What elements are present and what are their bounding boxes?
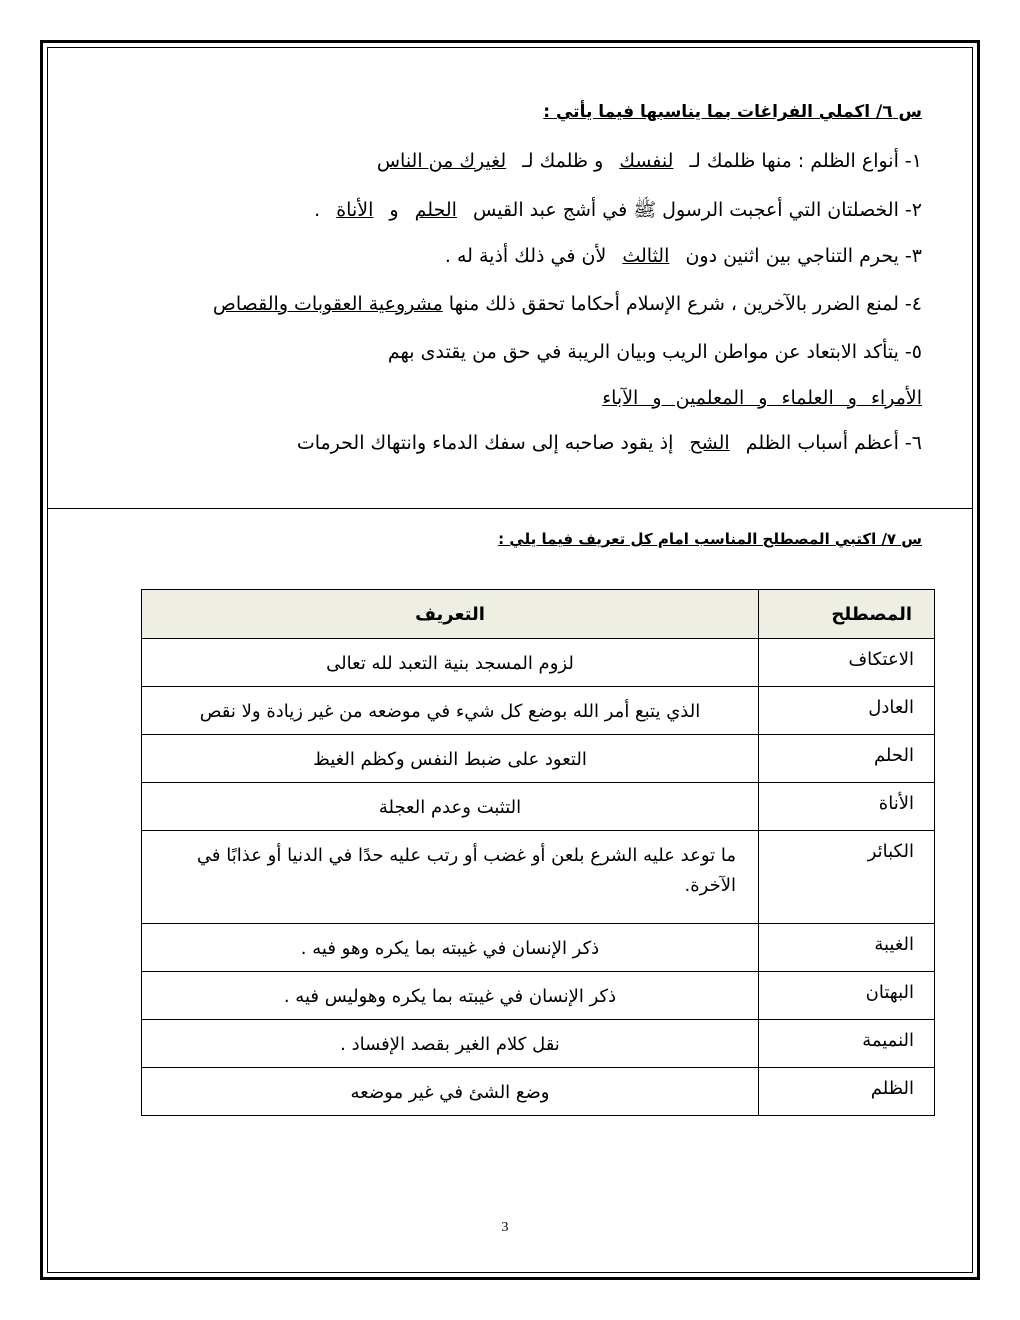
table-row	[142, 831, 935, 924]
q6-line-1-blank-1: لنفسك	[619, 150, 674, 172]
q6-line-1-mid: و ظلمك لـ	[522, 150, 604, 172]
terms-table	[141, 589, 935, 1116]
term-cell: الأناة	[759, 783, 935, 831]
q6-line-5-answer: الأمراء و العلماء و المعلمين و الآباء	[602, 387, 922, 409]
terms-table-header	[142, 590, 935, 639]
table-row	[142, 972, 935, 1020]
q6-line-3-text: ٣- يحرم التناجي بين اثنين دون	[685, 245, 922, 267]
definition-cell: ذكر الإنسان في غيبته بما يكره وهو فيه .	[142, 924, 759, 972]
table-row	[142, 1020, 935, 1068]
q6-line-5-text: ٥- يتأكد الابتعاد عن مواطن الريب وبيان الريبة في حق من يقتدى بهم	[387, 341, 922, 363]
term-cell: الاعتكاف	[759, 639, 935, 687]
q6-line-4-text: ٤- لمنع الضرر بالآخرين ، شرع الإسلام أحكاما تحقق ذلك منها	[448, 293, 922, 315]
q6-line-3	[445, 245, 922, 267]
table-row	[142, 639, 935, 687]
table-row	[142, 783, 935, 831]
q6-line-2-blank-2: الأناة	[336, 199, 374, 221]
q6-line-6-blank-1: الشح	[689, 432, 730, 454]
q6-line-4	[213, 293, 922, 315]
q6-line-2-end: .	[314, 199, 321, 221]
header-term: المصطلح	[759, 590, 935, 639]
page-number: 3	[501, 1220, 509, 1235]
term-cell: النميمة	[759, 1020, 935, 1068]
definition-cell: التعود على ضبط النفس وكظم الغيظ	[142, 735, 759, 783]
q6-line-2-mid: و	[389, 199, 399, 221]
definition-cell: التثبت وعدم العجلة	[142, 783, 759, 831]
q6-title: س ٦/ اكملي الفراغات بما يناسبها فيما يأتي :	[543, 102, 922, 122]
term-cell: الحلم	[759, 735, 935, 783]
definition-cell: لزوم المسجد بنية التعبد لله تعالى	[142, 639, 759, 687]
q6-line-1	[367, 150, 922, 172]
q6-line-5	[388, 341, 922, 363]
term-cell: الكبائر	[759, 831, 935, 924]
term-cell: الغيبة	[759, 924, 935, 972]
q6-line-2	[314, 198, 922, 226]
term-cell: الظلم	[759, 1068, 935, 1116]
term-cell: العادل	[759, 687, 935, 735]
definition-cell: ذكر الإنسان في غيبته بما يكره وهوليس فيه .	[142, 972, 759, 1020]
section-divider	[47, 508, 973, 509]
q7-title: س ٧/ اكتبي المصطلح المناسب امام كل تعريف فيما يلي :	[498, 530, 922, 548]
table-row	[142, 1068, 935, 1116]
q6-line-6-text: ٦- أعظم أسباب الظلم	[745, 432, 922, 454]
q6-line-6-end: إذ يقود صاحبه إلى سفك الدماء وانتهاك الحرمات	[296, 432, 674, 454]
q6-line-4-blank-1: مشروعية العقوبات والقصاص	[212, 293, 443, 315]
definition-cell: وضع الشئ في غير موضعه	[142, 1068, 759, 1116]
q6-line-1-blank-2: لغيرك من الناس	[376, 150, 507, 172]
table-row	[142, 924, 935, 972]
header-definition: التعريف	[142, 590, 759, 639]
q6-line-3-end: لأن في ذلك أذية له .	[444, 245, 607, 267]
definition-cell: الذي يتبع أمر الله بوضع كل شيء في موضعه من غير زيادة ولا نقص	[142, 687, 759, 735]
definition-cell: نقل كلام الغير بقصد الإفساد .	[142, 1020, 759, 1068]
q6-line-2-text: ٢- الخصلتان التي أعجبت الرسول ﷺ في أشج عبد القيس	[472, 199, 922, 221]
q6-line-3-blank-1: الثالث	[622, 245, 670, 267]
table-row	[142, 687, 935, 735]
definition-cell: ما توعد عليه الشرع بلعن أو غضب أو رتب عليه حدًا في الدنيا أو عذابًا في الآخرة.	[142, 831, 759, 924]
q6-line-6	[297, 432, 922, 454]
q6-line-1-text: ١- أنواع الظلم : منها ظلمك لـ	[689, 150, 922, 172]
q6-line-2-blank-1: الحلم	[414, 199, 457, 221]
table-row	[142, 735, 935, 783]
term-cell: البهتان	[759, 972, 935, 1020]
